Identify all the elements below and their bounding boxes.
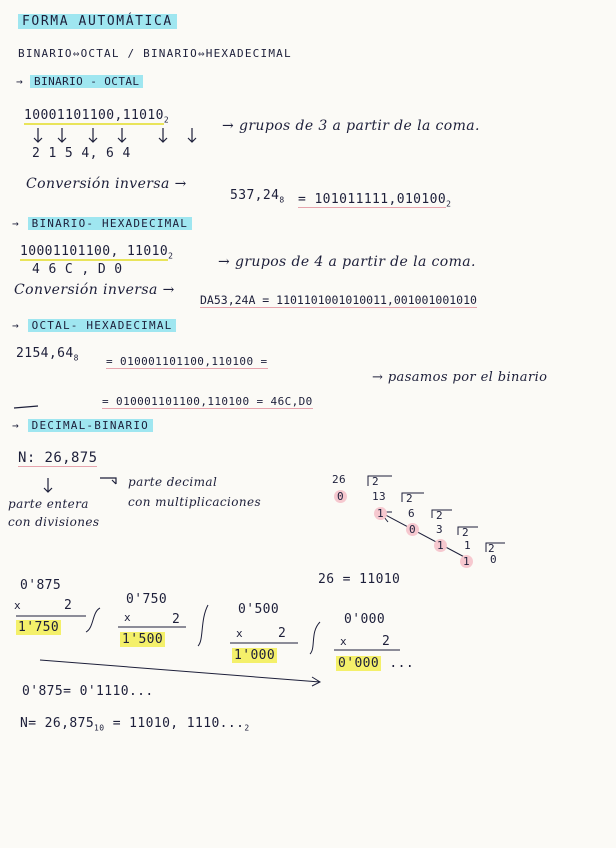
div-dividend-3: 3 <box>436 523 444 536</box>
frac-arrow <box>40 660 320 686</box>
div-divisor-2: 2 <box>436 509 444 522</box>
div-divisor-1: 2 <box>406 492 414 505</box>
div-remainder-1: 1 <box>374 506 387 522</box>
final-result: $N= 26,875_{10} = 11010$, $1110..._2$ <box>20 716 250 733</box>
mult-times-3: x <box>340 635 348 648</box>
bin-oct-inverse-value: $537,24_8$ <box>230 188 285 205</box>
mult-factor-2: 2 <box>278 626 287 641</box>
integer-result: 26 = 11010 <box>318 572 401 587</box>
page-subheading: BINARIO⇔OCTAL / BINARIO⇔HEXADECIMAL <box>18 47 292 60</box>
section-title-dec-bin: → DECIMAL-BINARIO <box>12 418 153 434</box>
mult-result-0: 1'750 <box>18 620 60 635</box>
mult-times-2: x <box>236 627 244 640</box>
dec-bin-n-value: N: 26,875 <box>18 450 98 466</box>
integer-arrow <box>44 478 52 492</box>
bin-hex-inverse-label: Conversión inversa → <box>14 282 175 298</box>
mult-factor-3: 2 <box>382 634 391 649</box>
mult-factor-0: 2 <box>64 598 73 613</box>
separator-line <box>14 406 38 408</box>
div-divisor-4: 2 <box>488 542 496 555</box>
bin-oct-inverse-label: Conversión inversa → <box>26 176 187 192</box>
oct-hex-line2: = 010001101100,110100 = 46C,D0 <box>102 395 313 408</box>
mult-result-1: 1'500 <box>122 632 164 647</box>
bin-hex-inverse: DA53,24A = 1101101001010011,001001001010 <box>200 293 477 307</box>
div-dividend-4: 1 <box>464 539 472 552</box>
down-arrows <box>34 128 196 142</box>
bin-oct-number: $10001101100,11010_2$ <box>24 108 170 125</box>
div-dividend-1: 13 <box>372 490 387 503</box>
decimal-method-label: con multiplicaciones <box>128 495 262 509</box>
oct-hex-number: $2154,64_8$ <box>16 346 79 363</box>
section-title-bin-oct: → BINARIO - OCTAL <box>16 74 143 90</box>
integer-part-label: parte entera <box>8 497 89 511</box>
div-remainder-2: 0 <box>406 522 419 538</box>
mult-top-3: 0'000 <box>344 612 386 627</box>
bin-oct-rule: → grupos de 3 a partir de la coma. <box>222 118 480 134</box>
decimal-part-label: parte decimal <box>128 475 218 489</box>
bin-oct-inverse-result: = $101011111,010100_2$ <box>298 192 452 209</box>
page-heading: FORMA AUTOMÁTICA <box>18 14 177 30</box>
section-title-bin-hex: → BINARIO- HEXADECIMAL <box>12 216 192 232</box>
div-remainder-0: 0 <box>334 489 347 505</box>
mult-factor-1: 2 <box>172 612 181 627</box>
bin-hex-number: 10001101100, $11010_2$ <box>20 244 174 261</box>
div-remainder-4: 1 <box>460 554 473 570</box>
div-divisor-3: 2 <box>462 526 470 539</box>
mult-times-0: x <box>14 599 22 612</box>
div-divisor-0: 2 <box>372 475 380 488</box>
oct-hex-line1: = 010001101100,110100 = <box>106 355 268 368</box>
integer-method-label: con divisiones <box>8 515 100 529</box>
div-dividend-0: 26 <box>332 473 347 486</box>
bin-oct-digits: 2 1 5 4, 6 4 <box>32 146 131 161</box>
div-remainder-3: 1 <box>434 538 447 554</box>
div-last-quotient: 0 <box>490 553 498 566</box>
mult-result-3: 0'000 ... <box>338 656 415 671</box>
bin-hex-rule: → grupos de 4 a partir de la coma. <box>218 254 476 270</box>
div-dividend-2: 6 <box>408 507 416 520</box>
read-up-arrow <box>380 512 470 560</box>
mult-top-2: 0'500 <box>238 602 280 617</box>
mult-times-1: x <box>124 611 132 624</box>
mult-top-0: 0'875 <box>20 578 62 593</box>
decimal-arrow <box>100 478 116 484</box>
mult-top-1: 0'750 <box>126 592 168 607</box>
mult-result-2: 1'000 <box>234 648 276 663</box>
oct-hex-note: → pasamos por el binario <box>372 370 548 385</box>
fraction-result: 0'875= 0'1110... <box>22 684 154 699</box>
bin-hex-digits: 4 6 C , D 0 <box>32 262 123 277</box>
section-title-oct-hex: → OCTAL- HEXADECIMAL <box>12 318 176 334</box>
